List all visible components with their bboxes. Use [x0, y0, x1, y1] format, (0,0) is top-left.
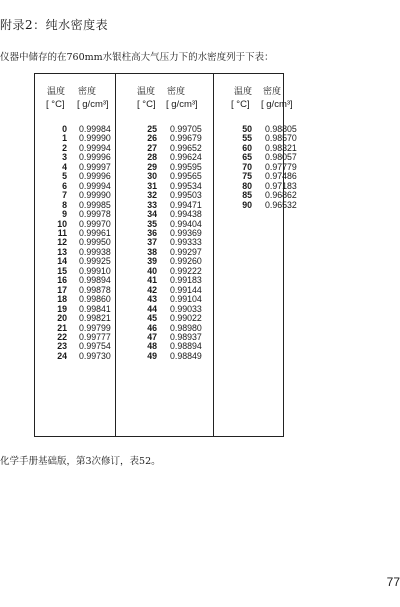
density-cell: 0.98570: [265, 133, 297, 144]
density-cell: 0.99503: [170, 190, 202, 201]
density-cell: 0.99404: [170, 218, 202, 229]
unit-temperature: [ °C]: [46, 99, 65, 110]
density-cell: 0.99950: [79, 237, 111, 248]
density-cell: 0.99369: [170, 227, 202, 238]
temperature-cell: 70: [242, 161, 252, 172]
density-cell: 0.98894: [170, 341, 202, 352]
density-cell: 0.99471: [170, 199, 202, 210]
density-cell: 0.97779: [265, 161, 297, 172]
temperature-cell: 47: [147, 331, 157, 342]
density-cell: 0.98805: [265, 124, 297, 134]
temperature-cell: 39: [147, 256, 157, 267]
temperature-cell: 16: [57, 275, 67, 286]
temperature-cell: 17: [57, 284, 67, 295]
footnote-source: 化学手册基础版，第3次修订，表52。: [0, 456, 161, 467]
density-cell: 0.99938: [79, 246, 111, 257]
density-cell: 0.99925: [79, 256, 111, 267]
density-cell: 0.96532: [265, 199, 297, 210]
density-cell: 0.99260: [170, 256, 202, 267]
temperature-cell: 35: [147, 218, 157, 229]
density-cell: 0.99860: [79, 294, 111, 305]
density-cell: 0.98849: [170, 350, 202, 361]
temperature-cell: 80: [242, 180, 252, 191]
density-cell: 0.99777: [79, 331, 111, 342]
temperature-cell: 36: [147, 227, 157, 238]
temperature-cell: 19: [57, 303, 67, 314]
page-number: 77: [386, 575, 400, 589]
density-cell: 0.99144: [170, 284, 202, 295]
appendix-heading: 附录2：纯水密度表: [0, 18, 109, 32]
temperature-cell: 49: [147, 350, 157, 361]
temperature-cell: 31: [147, 180, 157, 191]
temperature-cell: 30: [147, 171, 157, 182]
temperature-cell: 65: [242, 152, 252, 163]
temperature-cell: 9: [62, 209, 67, 220]
density-cell: 0.99705: [170, 124, 202, 134]
temperature-cell: 85: [242, 190, 252, 201]
density-cell: 0.99438: [170, 209, 202, 220]
temperature-cell: 0: [62, 124, 67, 134]
density-cell: 0.99652: [170, 142, 202, 153]
temperature-cell: 3: [62, 152, 67, 163]
temperature-cell: 40: [147, 265, 157, 276]
density-cell: 0.99679: [170, 133, 202, 144]
temperature-cell: 22: [57, 331, 67, 342]
density-cell: 0.99990: [79, 133, 111, 144]
unit-density: [ g/cm³]: [77, 99, 109, 110]
table-row: [213, 199, 297, 210]
temperature-cell: 37: [147, 237, 157, 248]
density-cell: 0.99754: [79, 341, 111, 352]
temperature-cell: 1: [62, 133, 67, 144]
temperature-cell: 38: [147, 246, 157, 257]
temperature-cell: 21: [57, 322, 67, 333]
temperature-cell: 25: [147, 124, 157, 134]
temperature-cell: 28: [147, 152, 157, 163]
density-cell: 0.99985: [79, 199, 111, 210]
table-row: [35, 352, 115, 361]
temperature-cell: 75: [242, 171, 252, 182]
temperature-cell: 29: [147, 161, 157, 172]
density-cell: 0.99970: [79, 218, 111, 229]
unit-density: [ g/cm³]: [166, 99, 198, 110]
density-cell: 0.99333: [170, 237, 202, 248]
density-cell: 0.99994: [79, 180, 111, 191]
temperature-cell: 13: [57, 246, 67, 257]
temperature-cell: 45: [147, 313, 157, 324]
temperature-cell: 42: [147, 284, 157, 295]
temperature-cell: 4: [62, 161, 67, 172]
density-cell: 0.99878: [79, 284, 111, 295]
table-row: [115, 352, 213, 361]
density-cell: 0.99910: [79, 265, 111, 276]
temperature-cell: 23: [57, 341, 67, 352]
temperature-cell: 50: [242, 124, 252, 134]
density-cell: 0.98980: [170, 322, 202, 333]
temperature-cell: 33: [147, 199, 157, 210]
density-cell: 0.99961: [79, 227, 111, 238]
density-cell: 0.99565: [170, 171, 202, 182]
temperature-cell: 24: [57, 350, 67, 361]
density-cell: 0.99183: [170, 275, 202, 286]
density-cell: 0.98057: [265, 152, 297, 163]
density-cell: 0.98321: [265, 142, 297, 153]
temperature-cell: 2: [62, 142, 67, 153]
temperature-cell: 14: [57, 256, 67, 267]
density-cell: 0.99996: [79, 171, 111, 182]
header-temperature: 温度: [47, 87, 66, 97]
density-cell: 0.99841: [79, 303, 111, 314]
density-cell: 0.99297: [170, 246, 202, 257]
header-density: 密度: [167, 87, 186, 97]
density-cell: 0.99624: [170, 152, 202, 163]
temperature-cell: 46: [147, 322, 157, 333]
density-cell: 0.99799: [79, 322, 111, 333]
density-cell: 0.99821: [79, 313, 111, 324]
header-temperature: 温度: [234, 87, 253, 97]
density-cell: 0.98937: [170, 331, 202, 342]
temperature-cell: 20: [57, 313, 67, 324]
density-cell: 0.99978: [79, 209, 111, 220]
temperature-cell: 44: [147, 303, 157, 314]
density-cell: 0.99984: [79, 124, 111, 134]
temperature-cell: 8: [62, 199, 67, 210]
density-cell: 0.99994: [79, 142, 111, 153]
density-cell: 0.99222: [170, 265, 202, 276]
density-table: [34, 73, 297, 437]
density-cell: 0.99894: [79, 275, 111, 286]
temperature-cell: 32: [147, 190, 157, 201]
density-cell: 0.99022: [170, 313, 202, 324]
temperature-cell: 12: [57, 237, 67, 248]
temperature-cell: 26: [147, 133, 157, 144]
density-cell: 0.99033: [170, 303, 202, 314]
header-density: 密度: [78, 87, 97, 97]
unit-temperature: [ °C]: [137, 99, 156, 110]
unit-density: [ g/cm³]: [261, 99, 293, 110]
unit-temperature: [ °C]: [231, 99, 250, 110]
temperature-cell: 10: [57, 218, 67, 229]
density-cell: 0.99104: [170, 294, 202, 305]
temperature-cell: 43: [147, 294, 157, 305]
density-cell: 0.96862: [265, 190, 297, 201]
temperature-cell: 7: [62, 190, 67, 201]
temperature-cell: 6: [62, 180, 67, 191]
temperature-cell: 60: [242, 142, 252, 153]
temperature-cell: 90: [242, 199, 252, 210]
temperature-cell: 34: [147, 209, 157, 220]
density-cell: 0.99996: [79, 152, 111, 163]
density-cell: 0.97183: [265, 180, 297, 191]
temperature-cell: 18: [57, 294, 67, 305]
temperature-cell: 55: [242, 133, 252, 144]
header-density: 密度: [263, 87, 282, 97]
temperature-cell: 11: [57, 227, 67, 238]
temperature-cell: 27: [147, 142, 157, 153]
temperature-cell: 41: [147, 275, 157, 286]
density-cell: 0.99595: [170, 161, 202, 172]
temperature-cell: 5: [62, 171, 67, 182]
density-cell: 0.99534: [170, 180, 202, 191]
density-cell: 0.99997: [79, 161, 111, 172]
header-temperature: 温度: [137, 87, 156, 97]
temperature-cell: 15: [57, 265, 67, 276]
intro-text: 仪器中储存的在760mm水银柱高大气压力下的水密度列于下表：: [0, 52, 274, 63]
temperature-cell: 48: [147, 341, 157, 352]
density-cell: 0.97486: [265, 171, 297, 182]
density-cell: 0.99730: [79, 350, 111, 361]
density-cell: 0.99990: [79, 190, 111, 201]
